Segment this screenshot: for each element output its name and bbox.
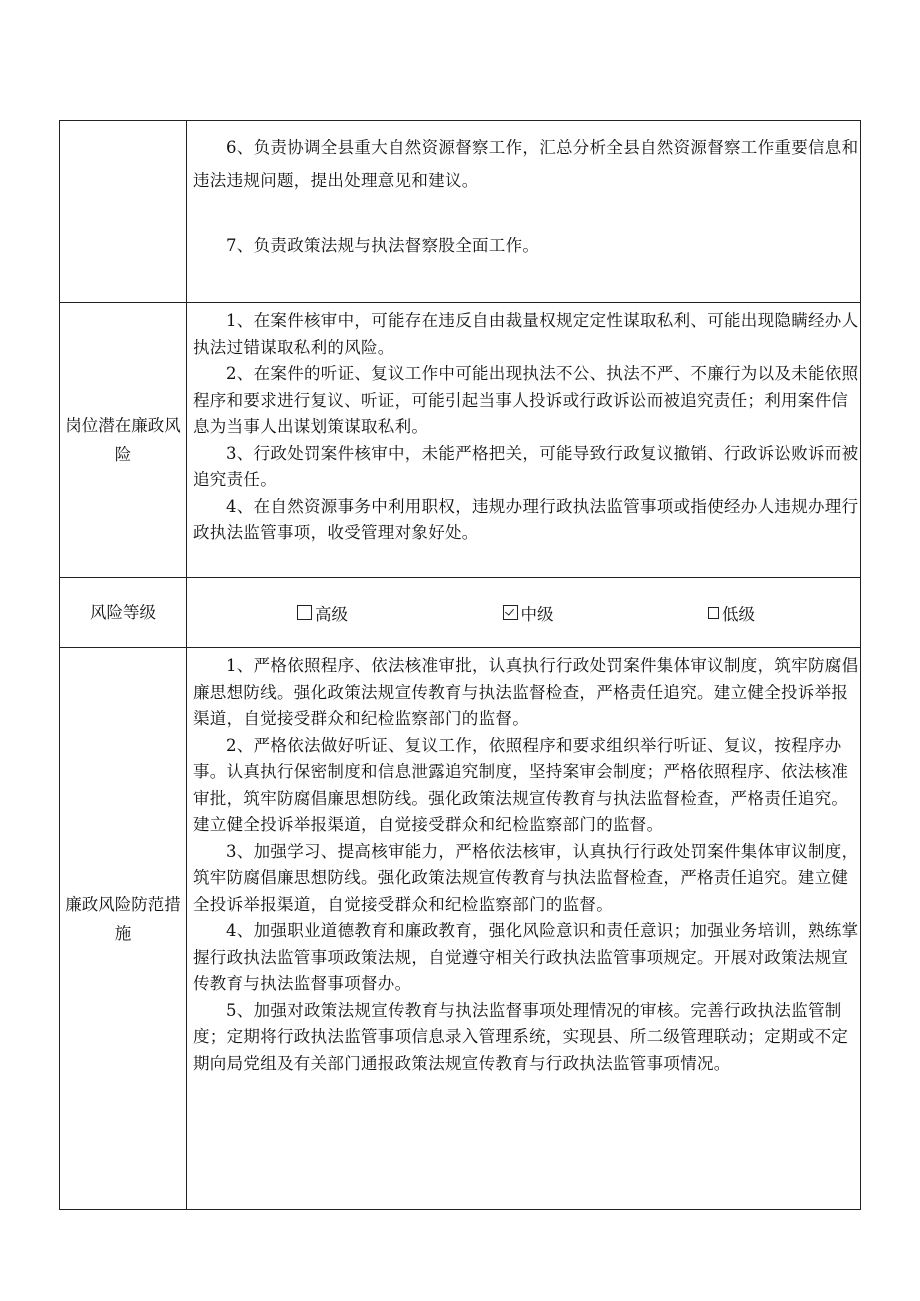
duty-paragraph: 6、负责协调全县重大自然资源督察工作，汇总分析全县自然资源督察工作重要信息和违法违规问题，提出处理意见和建议。 bbox=[193, 138, 859, 190]
checkbox-checked-icon bbox=[503, 605, 518, 620]
level-option-medium[interactable] bbox=[503, 601, 554, 625]
level-label: 中级 bbox=[520, 604, 554, 624]
level-option-high[interactable] bbox=[297, 601, 348, 625]
risk-paragraph: 4、在自然资源事务中利用职权，违规办理行政执法监管事项或指使经办人违规办理行政执法监管事项，收受管理对象好处。 bbox=[193, 496, 859, 542]
row-label: 廉政风险防范措施 bbox=[65, 894, 181, 943]
row-label: 岗位潜在廉政风险 bbox=[65, 416, 181, 464]
label-cell-level bbox=[60, 578, 187, 648]
risk-level-options bbox=[187, 601, 860, 625]
table-row-level bbox=[60, 578, 861, 648]
measure-paragraph: 1、严格依照程序、依法核准审批，认真执行行政处罚案件集体审议制度，筑牢防腐倡廉思想防线。强化政策法规宣传教育与执法监督检查，严格责任追究。建立健全投诉举报渠道，自觉接受群众和纪检监察部门的监督。 bbox=[193, 656, 859, 728]
content-cell-measures bbox=[187, 648, 861, 1210]
table-row-risks bbox=[60, 303, 861, 578]
level-label: 低级 bbox=[722, 604, 755, 624]
risk-paragraph: 1、在案件核审中，可能存在违反自由裁量权规定定性谋取私利、可能出现隐瞒经办人执法过错谋取私利的风险。 bbox=[193, 311, 859, 357]
content-cell-duties bbox=[187, 121, 861, 303]
level-option-low[interactable] bbox=[708, 601, 755, 625]
content-cell-level bbox=[187, 578, 861, 648]
measure-paragraph: 3、加强学习、提高核审能力，严格依法核审，认真执行行政处罚案件集体审议制度，筑牢防腐倡廉思想防线。强化政策法规宣传教育与执法监督检查，严格责任追究。建立健全投诉举报渠道，自觉接受群众和纪检监察部门的监督。 bbox=[193, 841, 859, 914]
level-label: 高级 bbox=[315, 604, 348, 624]
table-row-duties bbox=[60, 121, 861, 303]
label-cell-empty bbox=[60, 121, 187, 303]
checkbox-empty-icon bbox=[708, 607, 719, 619]
label-cell-measures bbox=[60, 648, 187, 1210]
content-cell-risks bbox=[187, 303, 861, 578]
measure-paragraph: 4、加强职业道德教育和廉政教育，强化风险意识和责任意识；加强业务培训，熟练掌握行政执法监管事项政策法规，自觉遵守相关行政执法监管事项规定。开展对政策法规宣传教育与执法监督事项督办。 bbox=[193, 921, 859, 993]
risk-paragraph: 2、在案件的听证、复议工作中可能出现执法不公、执法不严、不廉行为以及未能依照程序和要求进行复议、听证，可能引起当事人投诉或行政诉讼而被追究责任；利用案件信息为当事人出谋划策谋取私利。 bbox=[193, 364, 859, 436]
duty-paragraph: 7、负责政策法规与执法督察股全面工作。 bbox=[226, 236, 540, 255]
measure-paragraph: 2、严格依法做好听证、复议工作，依照程序和要求组织举行听证、复议，按程序办事。认真执行保密制度和信息泄露追究制度，坚持案审会制度；严格依照程序、依法核准审批，筑牢防腐倡廉思想防线。强化政策法规宣传教育与执法监督检查，严格责任追究。建立健全投诉举报渠道，自觉接受群众和纪检监察部门的监督。 bbox=[193, 735, 849, 834]
checkbox-empty-icon bbox=[297, 605, 312, 620]
label-cell-risks bbox=[60, 303, 187, 578]
row-label: 风险等级 bbox=[90, 603, 156, 622]
risk-table bbox=[59, 120, 861, 1210]
table-row-measures bbox=[60, 648, 861, 1210]
measure-paragraph: 5、加强对政策法规宣传教育与执法监督事项处理情况的审核。完善行政执法监管制度；定期将行政执法监管事项信息录入管理系统，实现县、所二级管理联动；定期或不定期向局党组及有关部门通报政策法规宣传教育与行政执法监管事项情况。 bbox=[193, 1000, 849, 1073]
risk-paragraph: 3、行政处罚案件核审中，未能严格把关，可能导致行政复议撤销、行政诉讼败诉而被追究责任。 bbox=[193, 443, 859, 489]
